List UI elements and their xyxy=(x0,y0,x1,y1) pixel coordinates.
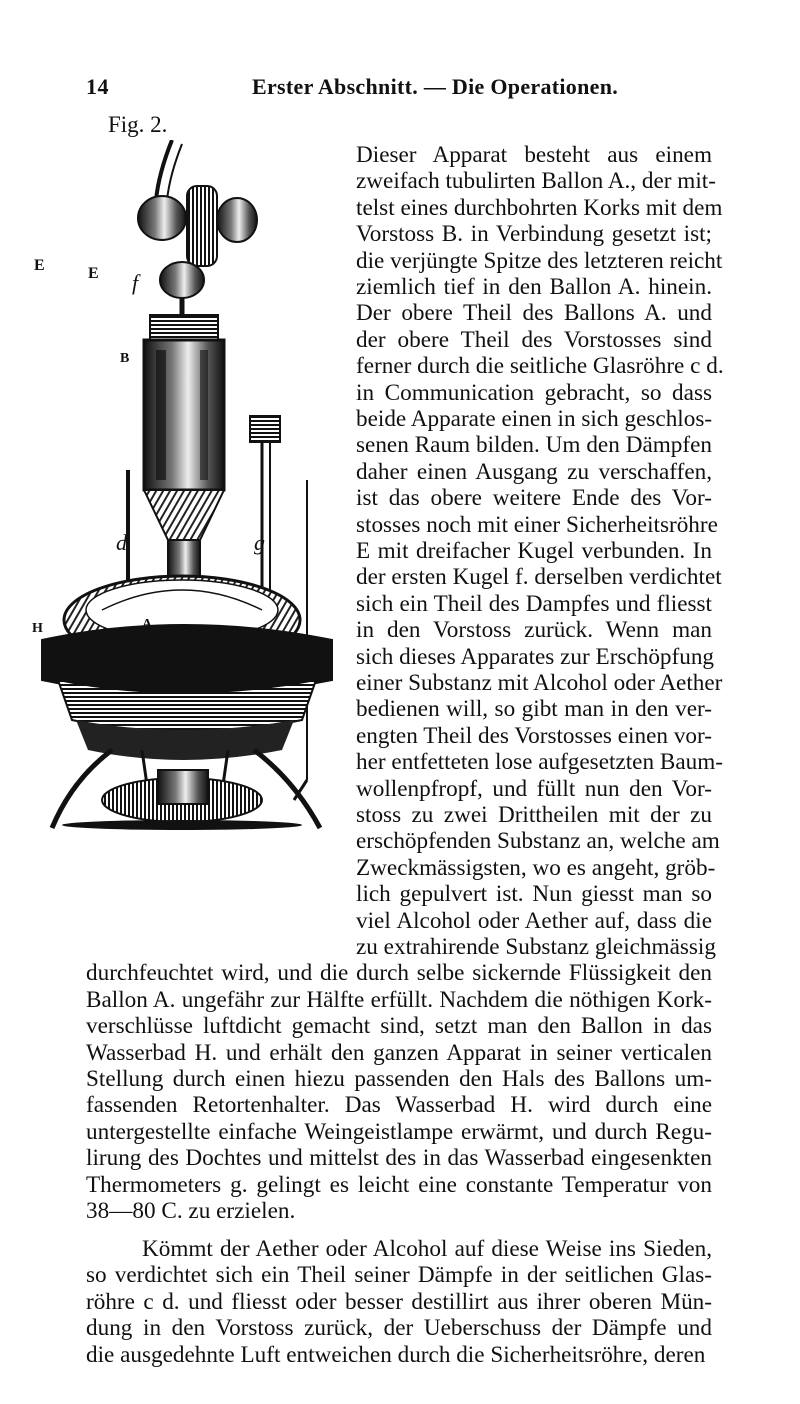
text-line: Zweckmässigsten, wo es angeht, gröb- xyxy=(356,854,716,881)
text-line: Vorstoss B. in Verbindung gesetzt ist; xyxy=(356,221,712,248)
text-line: durchfeuchtet wird, und die durch selbe sickernde Flüssigkeit den xyxy=(86,960,712,987)
adapter-b xyxy=(144,315,224,580)
text-line: der obere Theil des Vorstosses sind xyxy=(356,326,712,353)
text-line: engten Theil des Vorstosses einen vor- xyxy=(356,722,712,749)
text-line: lich gepulvert ist. Nun giesst man so xyxy=(356,881,712,908)
text-line: Dieser Apparat besteht aus einem xyxy=(356,142,712,168)
safety-tube-e xyxy=(138,140,257,315)
text-line: daher einen Ausgang zu verschaffen, xyxy=(356,458,712,485)
text-line: Stellung durch einen hiezu passenden den Hals des Ballons um- xyxy=(86,1066,712,1092)
text-line: stoss zu zwei Drittheilen mit der zu xyxy=(356,802,712,828)
text-line: 38—80 C. zu erzielen. xyxy=(86,1198,296,1224)
text-line: Kömmt der Aether oder Alcohol auf diese Weise ins Sieden, xyxy=(142,1236,712,1262)
text-line: der ersten Kugel f. derselben verdichtet xyxy=(356,564,722,591)
text-line: senen Raum bilden. Um den Dämpfen xyxy=(356,432,712,459)
letter-a: A xyxy=(142,617,153,632)
text-line: ferner durch die seitliche Glasröhre c d. xyxy=(356,353,724,380)
text-line: untergestellte einfache Weingeistlampe erwärmt, und durch Regu- xyxy=(86,1118,712,1145)
apparatus-figure xyxy=(32,140,352,830)
text-line: dung in den Vorstoss zurück, der Ueberschuss der Dämpfe und xyxy=(86,1315,712,1342)
text-line: ziemlich tief in den Ballon A. hinein. xyxy=(356,274,712,300)
lamp-stand xyxy=(52,750,320,830)
running-head: Erster Abschnitt. — Die Operationen. xyxy=(252,74,619,99)
text-line: sich dieses Apparates zur Erschöpfung xyxy=(356,643,715,670)
water-bath-h xyxy=(42,625,332,760)
letter-e-top: E xyxy=(88,265,99,282)
text-line: ist das obere weitere Ende des Vor- xyxy=(356,485,712,512)
page-number: 14 xyxy=(86,74,109,99)
text-line: Wasserbad H. und erhält den ganzen Apparat in seiner verticalen xyxy=(86,1039,712,1066)
text-line: lirung des Dochtes und mittelst des in das Wasserbad eingesenkten xyxy=(86,1145,712,1172)
text-line: stosses noch mit einer Sicherheitsröhre xyxy=(356,511,718,538)
letter-f: f xyxy=(132,270,139,295)
text-line: Ballon A. ungefähr zur Hälfte erfüllt. Nachdem die nöthigen Kork- xyxy=(86,986,712,1013)
text-line: viel Alcohol oder Aether auf, dass die xyxy=(356,907,712,934)
text-line: sich ein Theil des Dampfes und fliesst xyxy=(356,590,712,617)
text-line: zweifach tubulirten Ballon A., der mit- xyxy=(356,168,716,195)
letter-h: H xyxy=(32,621,43,636)
letter-b: B xyxy=(120,351,130,366)
text-line: so verdichtet sich ein Theil seiner Dämpfe in der seitlichen Glas- xyxy=(86,1262,712,1289)
text-line: her entfetteten lose aufgesetzten Baum- xyxy=(356,749,723,776)
text-line: wollenpfropf, und füllt nun den Vor- xyxy=(356,775,712,802)
text-line: telst eines durchbohrten Korks mit dem xyxy=(356,194,723,221)
letter-d: d xyxy=(116,530,127,555)
text-line: bedienen will, so gibt man in den ver- xyxy=(356,696,712,723)
text-line: zu extrahirende Substanz gleichmässig xyxy=(356,934,716,960)
text-line: E mit dreifacher Kugel verbunden. In xyxy=(356,538,712,564)
text-line: Thermometers g. gelingt es leicht eine constante Temperatur von xyxy=(86,1171,712,1198)
extraction-apparatus-illustration xyxy=(32,140,352,830)
text-line: beide Apparate einen in sich geschlos- xyxy=(356,406,713,432)
text-line: verschlüsse luftdicht gemacht sind, setzt man den Ballon in das xyxy=(86,1013,712,1040)
text-line: einer Substanz mit Alcohol oder Aether xyxy=(356,670,723,696)
page-header xyxy=(0,0,800,110)
text-line: fassenden Retortenhalter. Das Wasserbad H. wird durch eine xyxy=(86,1092,712,1119)
text-line: in den Vorstoss zurück. Wenn man xyxy=(356,617,712,644)
text-line: in Communication gebracht, so dass xyxy=(356,379,712,406)
text-line: die ausgedehnte Luft entweichen durch die Sicherheitsröhre, deren xyxy=(86,1341,706,1368)
text-line: Der obere Theil des Ballons A. und xyxy=(356,300,712,327)
text-line: die verjüngte Spitze des letzteren reicht xyxy=(356,247,723,274)
text-line: erschöpfenden Substanz an, welche am xyxy=(356,828,720,855)
figure-caption: Fig. 2. xyxy=(108,112,168,137)
letter-e-left: E xyxy=(34,257,45,274)
letter-g: g xyxy=(254,530,265,555)
text-line: röhre c d. und fliesst oder besser destillirt aus ihrer oberen Mün- xyxy=(86,1288,712,1315)
